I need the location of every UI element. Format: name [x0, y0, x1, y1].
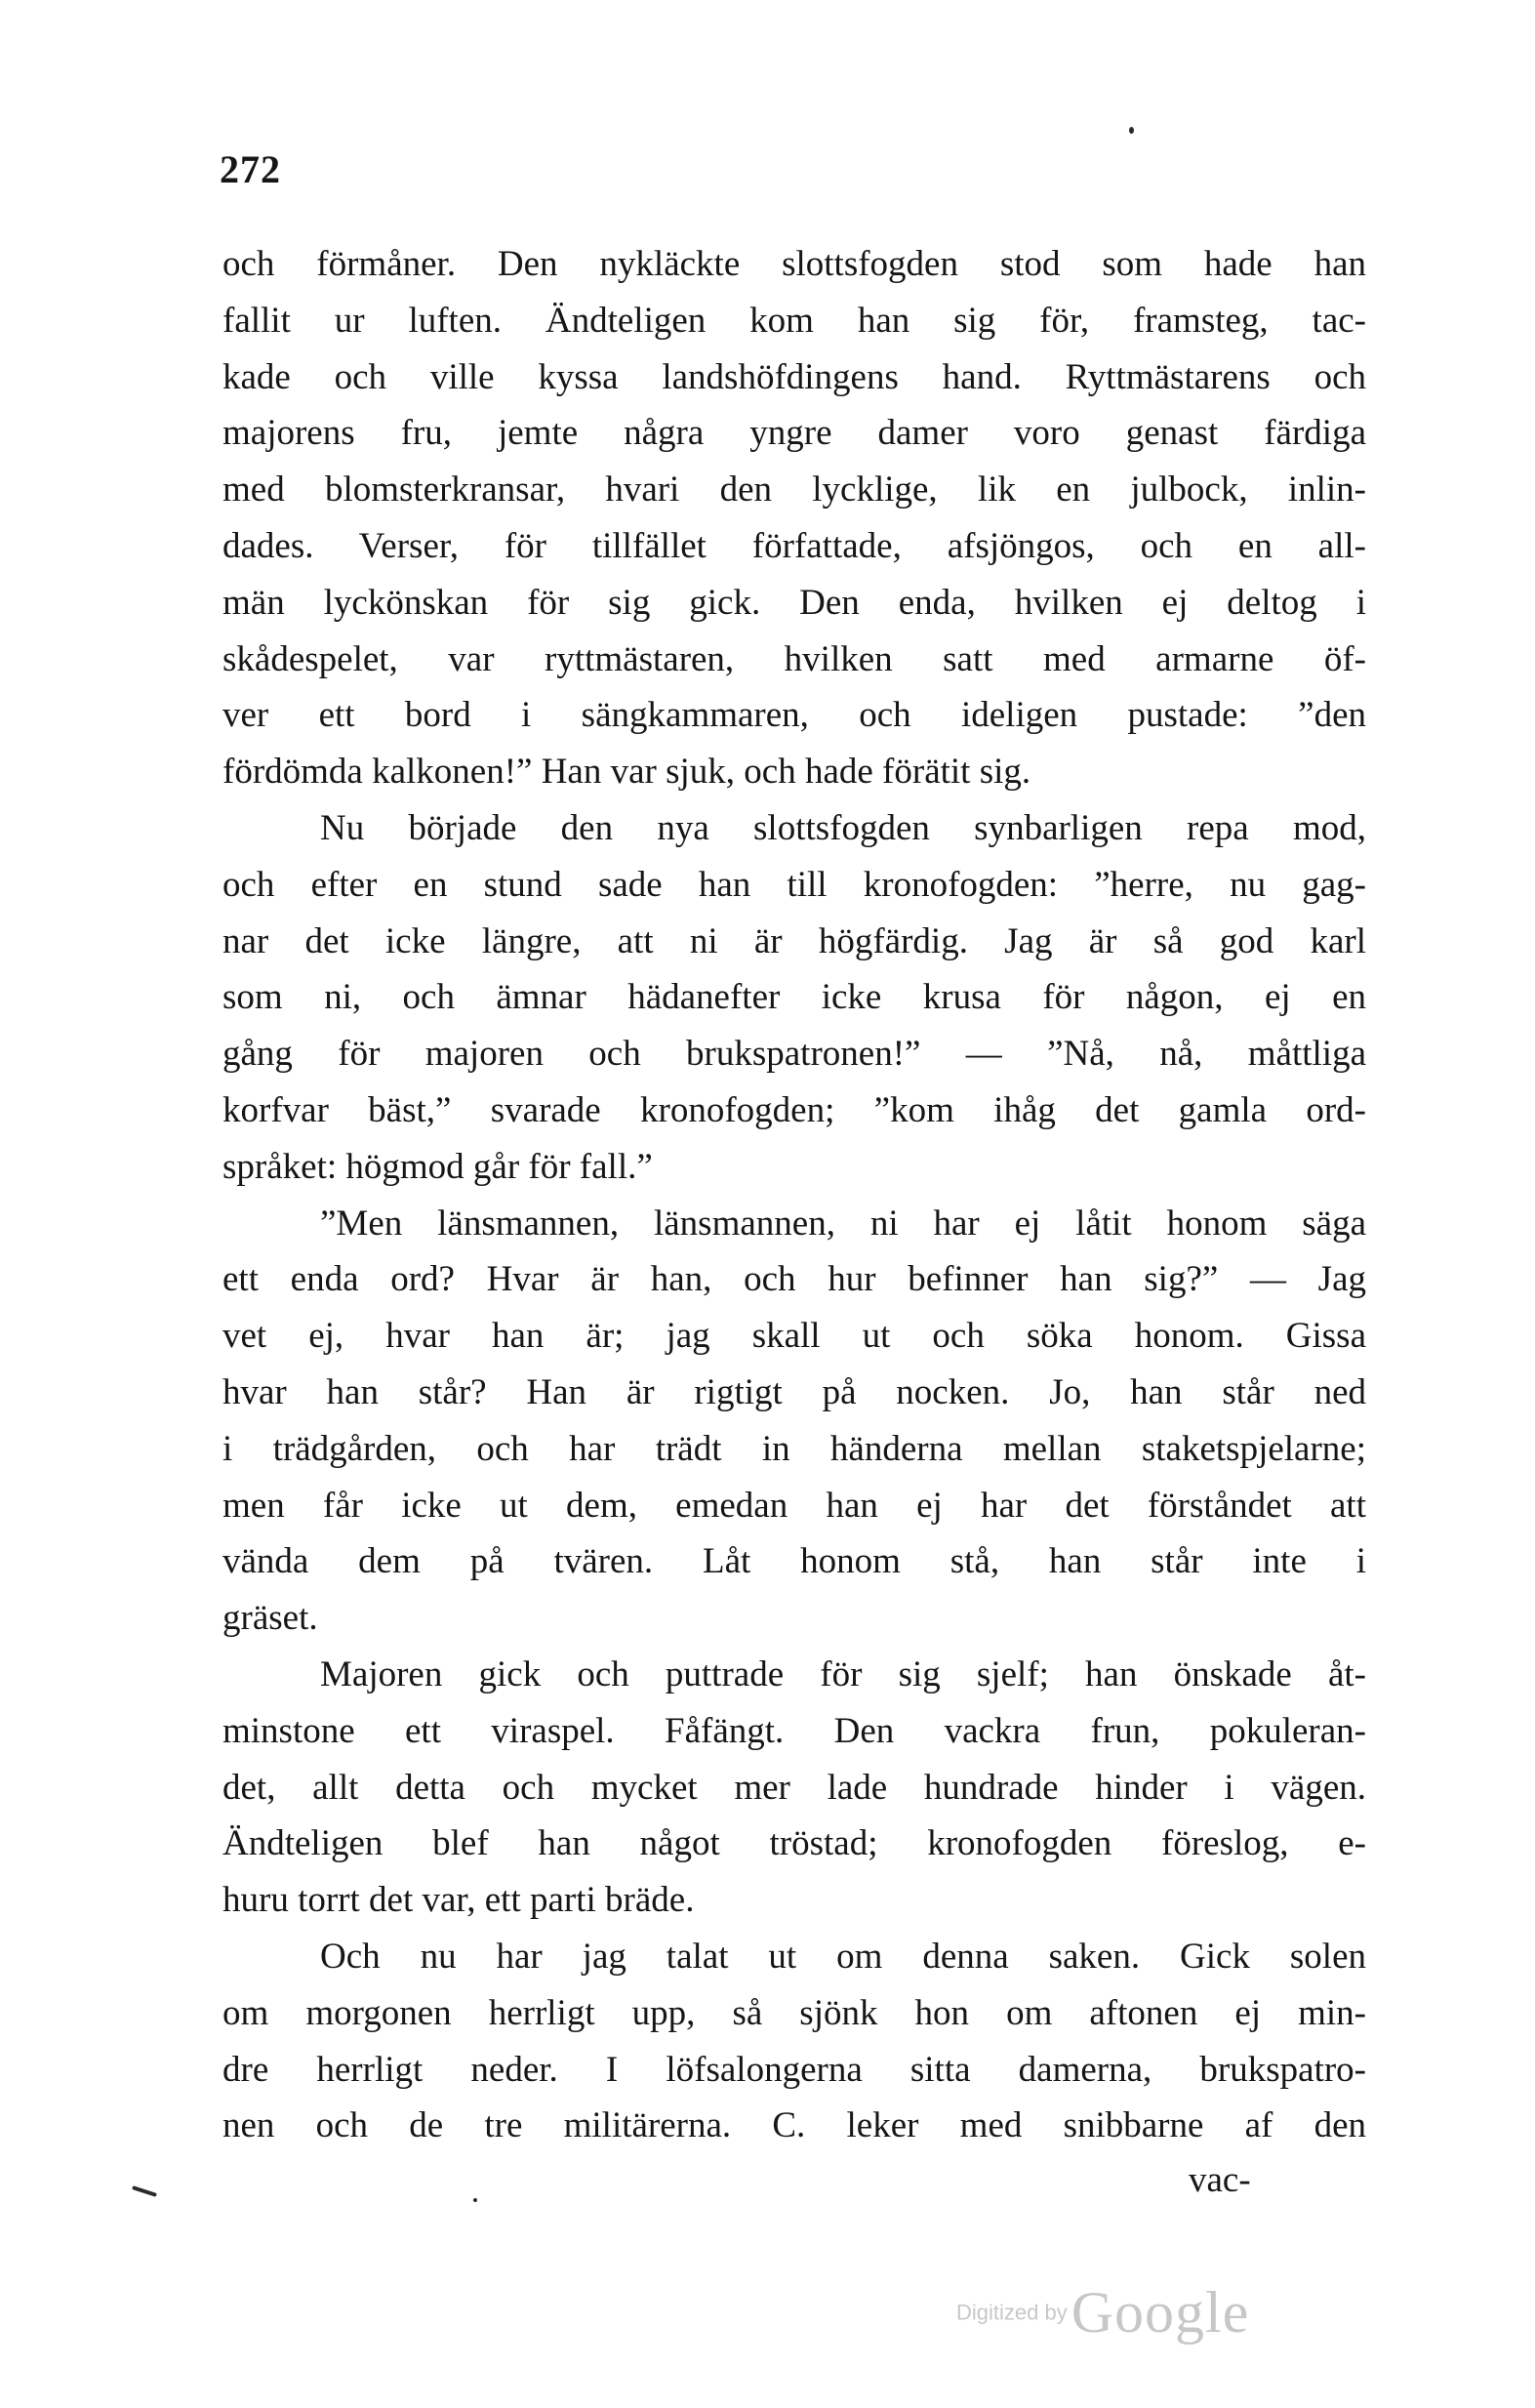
- text-line: Majoren gick och puttrade för sig sjelf; han önskade åt-: [320, 1653, 1366, 1694]
- text-line: skådespelet, var ryttmästaren, hvilken satt med armarne öf-: [222, 638, 1366, 679]
- text-line: gräset.: [222, 1598, 318, 1639]
- text-line: språket: högmod går för fall.”: [222, 1146, 653, 1187]
- text-line: korfvar bäst,” svarade kronofogden; ”kom ihåg det gamla ord-: [222, 1089, 1366, 1130]
- text-line: ver ett bord i sängkammaren, och ideligen pustade: ”den: [222, 695, 1366, 736]
- catchword: vac-: [1189, 2160, 1251, 2200]
- text-line: majorens fru, jemte några yngre damer voro genast färdiga: [222, 413, 1366, 454]
- text-line: fallit ur luften. Ändteligen kom han sig för, framsteg, tac-: [222, 300, 1366, 341]
- text-line: som ni, och ämnar hädanefter icke krusa för någon, ej en: [222, 977, 1366, 1018]
- text-line: vända dem på tvären. Låt honom stå, han står inte i: [222, 1541, 1366, 1582]
- text-line: vet ej, hvar han är; jag skall ut och söka honom. Gissa: [222, 1316, 1366, 1357]
- text-line: minstone ett viraspel. Fåfängt. Den vackra frun, pokuleran-: [222, 1710, 1366, 1751]
- text-line: nen och de tre militärerna. C. leker med snibbarne af den: [222, 2105, 1366, 2146]
- text-line: om morgonen herrligt upp, så sjönk hon om aftonen ej min-: [222, 1992, 1366, 2033]
- digitized-watermark: [956, 2279, 1249, 2347]
- text-line: gång för majoren och brukspatronen!” — ”Nå, nå, måttliga: [222, 1034, 1366, 1075]
- text-line: dre herrligt neder. I löfsalongerna sitta damerna, brukspatro-: [222, 2049, 1366, 2090]
- text-line: det, allt detta och mycket mer lade hundrade hinder i vägen.: [222, 1767, 1366, 1808]
- text-line: dades. Verser, för tillfället författade, afsjöngos, och en all-: [222, 525, 1366, 566]
- ink-speck: [132, 2185, 157, 2197]
- ink-speck: [1129, 127, 1134, 134]
- watermark-brand: Google: [1070, 2280, 1250, 2345]
- text-line: huru torrt det var, ett parti bräde.: [222, 1880, 695, 1921]
- text-line: ”Men länsmannen, länsmannen, ni har ej låtit honom säga: [320, 1203, 1366, 1244]
- text-line: ett enda ord? Hvar är han, och hur befinner han sig?” — Jag: [222, 1259, 1366, 1300]
- text-line: men får icke ut dem, emedan han ej har det förståndet att: [222, 1485, 1366, 1526]
- text-line: fördömda kalkonen!” Han var sjuk, och hade förätit sig.: [222, 752, 1031, 793]
- text-line: med blomsterkransar, hvari den lycklige, lik en julbock, inlin-: [222, 469, 1366, 510]
- ink-speck: [473, 2198, 477, 2202]
- text-line: Nu började den nya slottsfogden synbarligen repa mod,: [320, 807, 1366, 848]
- text-line: nar det icke längre, att ni är högfärdig. Jag är så god karl: [222, 920, 1366, 961]
- text-line: och efter en stund sade han till kronofogden: ”herre, nu gag-: [222, 864, 1366, 905]
- page-number: 272: [220, 147, 281, 191]
- text-line: och förmåner. Den nykläckte slottsfogden stod som hade han: [222, 244, 1366, 284]
- text-line: Ändteligen blef han något tröstad; kronofogden föreslog, e-: [222, 1823, 1366, 1864]
- text-line: män lyckönskan för sig gick. Den enda, hvilken ej deltog i: [222, 582, 1366, 623]
- body-text: [222, 236, 1366, 2154]
- text-line: kade och ville kyssa landshöfdingens hand. Ryttmästarens och: [222, 356, 1366, 397]
- text-line: Och nu har jag talat ut om denna saken. Gick solen: [320, 1936, 1366, 1977]
- text-line: hvar han står? Han är rigtigt på nocken. Jo, han står ned: [222, 1371, 1366, 1412]
- text-line: i trädgården, och har trädt in händerna mellan staketspjelarne;: [222, 1428, 1366, 1469]
- watermark-prefix: Digitized by: [956, 2300, 1068, 2325]
